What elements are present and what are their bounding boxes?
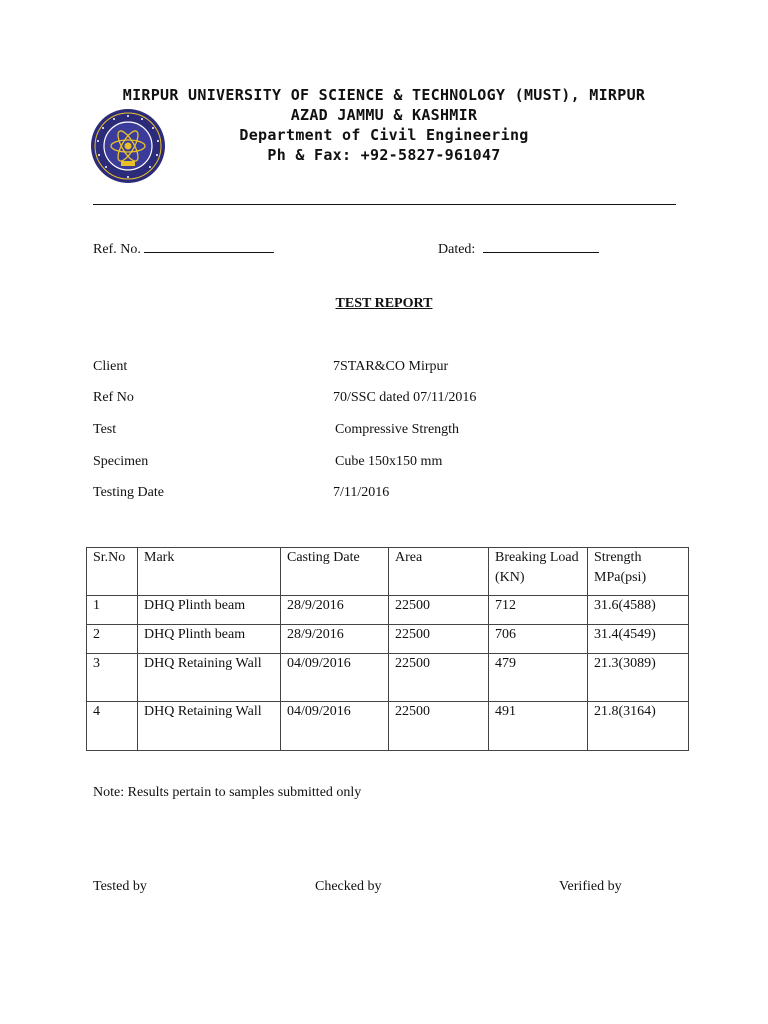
table-cell: 2 <box>87 625 138 654</box>
table-cell: 04/09/2016 <box>281 654 389 702</box>
tested-by-label: Tested by <box>93 879 147 894</box>
university-name: MIRPUR UNIVERSITY OF SCIENCE & TECHNOLOGY (MUST), MIRPUR <box>122 86 646 104</box>
header-cell: Mark <box>138 548 281 596</box>
results-note: Note: Results pertain to samples submitted only <box>93 785 362 800</box>
dated-blank <box>483 240 599 253</box>
phone-fax: Ph & Fax: +92-5827-961047 <box>267 146 501 164</box>
table-cell: DHQ Retaining Wall <box>138 654 281 702</box>
table-cell: DHQ Retaining Wall <box>138 702 281 751</box>
table-cell: 479 <box>489 654 588 702</box>
table-row <box>87 596 689 625</box>
table-cell: 22500 <box>389 596 489 625</box>
report-title: TEST REPORT <box>335 296 433 311</box>
university-seal-logo <box>90 108 166 184</box>
dated-field <box>438 240 599 258</box>
header-cell: Area <box>389 548 489 596</box>
ref-number-blank <box>144 240 274 253</box>
table-cell: 21.3(3089) <box>588 654 689 702</box>
info-label-testing-date: Testing Date <box>93 485 164 500</box>
table-cell: 22500 <box>389 702 489 751</box>
info-value-test: Compressive Strength <box>335 422 460 437</box>
department-name: Department of Civil Engineering <box>239 126 529 144</box>
table-cell: 04/09/2016 <box>281 702 389 751</box>
table-row <box>87 625 689 654</box>
table-cell: 712 <box>489 596 588 625</box>
table-cell: 22500 <box>389 625 489 654</box>
table-cell: 21.8(3164) <box>588 702 689 751</box>
table-cell: 28/9/2016 <box>281 596 389 625</box>
table-cell: 28/9/2016 <box>281 625 389 654</box>
table-cell: 4 <box>87 702 138 751</box>
checked-by-label: Checked by <box>315 879 382 894</box>
info-value-ref: 70/SSC dated 07/11/2016 <box>333 390 477 405</box>
header-cell: Casting Date <box>281 548 389 596</box>
info-label-specimen: Specimen <box>93 454 149 469</box>
table-row <box>87 654 689 702</box>
table-row <box>87 702 689 751</box>
table-cell: 31.6(4588) <box>588 596 689 625</box>
table-cell: 31.4(4549) <box>588 625 689 654</box>
header-cell: Sr.No <box>87 548 138 596</box>
info-label-test: Test <box>93 422 117 437</box>
table-cell: 491 <box>489 702 588 751</box>
table-header-row <box>87 548 689 596</box>
header-cell: Strength MPa(psi) <box>588 548 689 596</box>
verified-by-label: Verified by <box>559 879 622 894</box>
ref-number-label: Ref. No. <box>93 242 141 257</box>
ref-number-field <box>93 240 274 258</box>
info-value-testing-date: 7/11/2016 <box>333 485 390 500</box>
dated-label: Dated: <box>438 242 476 257</box>
table-cell: 22500 <box>389 654 489 702</box>
table-cell: 1 <box>87 596 138 625</box>
university-location: AZAD JAMMU & KASHMIR <box>290 106 478 124</box>
table-cell: DHQ Plinth beam <box>138 625 281 654</box>
header-cell: Breaking Load (KN) <box>489 548 588 596</box>
table-cell: 3 <box>87 654 138 702</box>
info-value-specimen: Cube 150x150 mm <box>335 454 443 469</box>
info-label-client: Client <box>93 359 128 374</box>
header-divider <box>93 204 676 205</box>
results-table <box>86 547 689 751</box>
table-cell: 706 <box>489 625 588 654</box>
table-cell: DHQ Plinth beam <box>138 596 281 625</box>
info-value-client: 7STAR&CO Mirpur <box>333 359 449 374</box>
info-label-ref: Ref No <box>93 390 134 405</box>
